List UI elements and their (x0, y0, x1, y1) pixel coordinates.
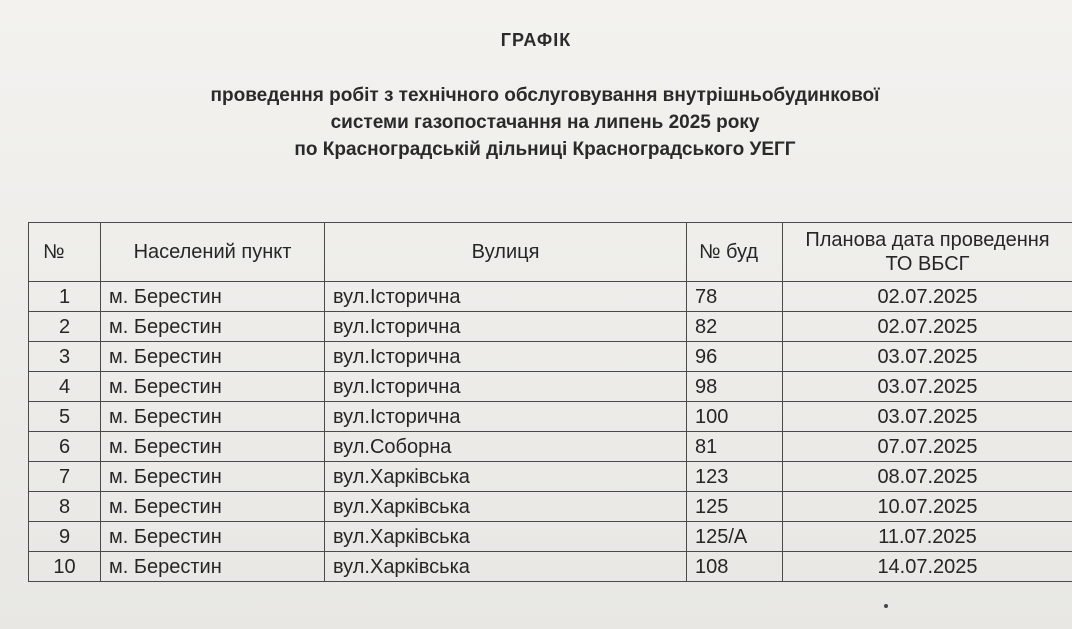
table-row (29, 492, 1072, 522)
header-settlement: Населений пункт (101, 223, 325, 282)
row-building: 100 (687, 402, 783, 432)
row-street: вул.Харківська (325, 492, 687, 522)
row-date: 03.07.2025 (783, 342, 1072, 372)
table-row (29, 342, 1072, 372)
table-row (29, 402, 1072, 432)
row-settlement: м. Берестин (101, 402, 325, 432)
header-planned-date: Планова дата проведення ТО ВБСГ (783, 223, 1072, 282)
row-street: вул.Історична (325, 342, 687, 372)
row-number: 2 (29, 312, 101, 342)
row-settlement: м. Берестин (101, 282, 325, 312)
row-street: вул.Харківська (325, 462, 687, 492)
row-street: вул.Харківська (325, 552, 687, 582)
row-building: 123 (687, 462, 783, 492)
row-date: 03.07.2025 (783, 402, 1072, 432)
row-building: 96 (687, 342, 783, 372)
table-row (29, 312, 1072, 342)
row-number: 9 (29, 522, 101, 552)
row-settlement: м. Берестин (101, 522, 325, 552)
row-number: 6 (29, 432, 101, 462)
row-number: 4 (29, 372, 101, 402)
ink-dot-mark (884, 604, 888, 608)
row-date: 02.07.2025 (783, 282, 1072, 312)
row-building: 108 (687, 552, 783, 582)
header-street: Вулиця (325, 223, 687, 282)
header-building: № буд (687, 223, 783, 282)
row-date: 08.07.2025 (783, 462, 1072, 492)
row-date: 07.07.2025 (783, 432, 1072, 462)
table-header (29, 223, 1072, 282)
row-building: 125/А (687, 522, 783, 552)
row-settlement: м. Берестин (101, 312, 325, 342)
row-street: вул.Історична (325, 402, 687, 432)
row-number: 8 (29, 492, 101, 522)
row-building: 78 (687, 282, 783, 312)
row-date: 03.07.2025 (783, 372, 1072, 402)
row-settlement: м. Берестин (101, 372, 325, 402)
row-number: 1 (29, 282, 101, 312)
row-street: вул.Харківська (325, 522, 687, 552)
row-building: 98 (687, 372, 783, 402)
row-date: 02.07.2025 (783, 312, 1072, 342)
table-body (29, 282, 1072, 582)
row-date: 10.07.2025 (783, 492, 1072, 522)
row-date: 14.07.2025 (783, 552, 1072, 582)
row-building: 81 (687, 432, 783, 462)
row-street: вул.Соборна (325, 432, 687, 462)
row-number: 5 (29, 402, 101, 432)
document-title: ГРАФІК (500, 30, 572, 50)
row-street: вул.Історична (325, 372, 687, 402)
header-row (29, 223, 1072, 282)
table-row (29, 432, 1072, 462)
subtitle-line-2: системи газопостачання на липень 2025 року (330, 112, 760, 133)
row-settlement: м. Берестин (101, 492, 325, 522)
row-settlement: м. Берестин (101, 552, 325, 582)
document-subtitle (40, 82, 1050, 163)
table-row (29, 372, 1072, 402)
row-settlement: м. Берестин (101, 462, 325, 492)
table-row (29, 282, 1072, 312)
row-number: 10 (29, 552, 101, 582)
header-number: № (29, 223, 101, 282)
row-number: 7 (29, 462, 101, 492)
row-building: 82 (687, 312, 783, 342)
table-row (29, 552, 1072, 582)
row-settlement: м. Берестин (101, 342, 325, 372)
row-date: 11.07.2025 (783, 522, 1072, 552)
schedule-table (28, 222, 1072, 582)
row-street: вул.Історична (325, 282, 687, 312)
table-row (29, 522, 1072, 552)
table-row (29, 462, 1072, 492)
subtitle-line-1: проведення робіт з технічного обслуговування внутрішньобудинкової (210, 85, 880, 106)
row-settlement: м. Берестин (101, 432, 325, 462)
subtitle-line-3: по Красноградській дільниці Красноградського УЕГГ (294, 139, 796, 160)
row-number: 3 (29, 342, 101, 372)
row-building: 125 (687, 492, 783, 522)
row-street: вул.Історична (325, 312, 687, 342)
